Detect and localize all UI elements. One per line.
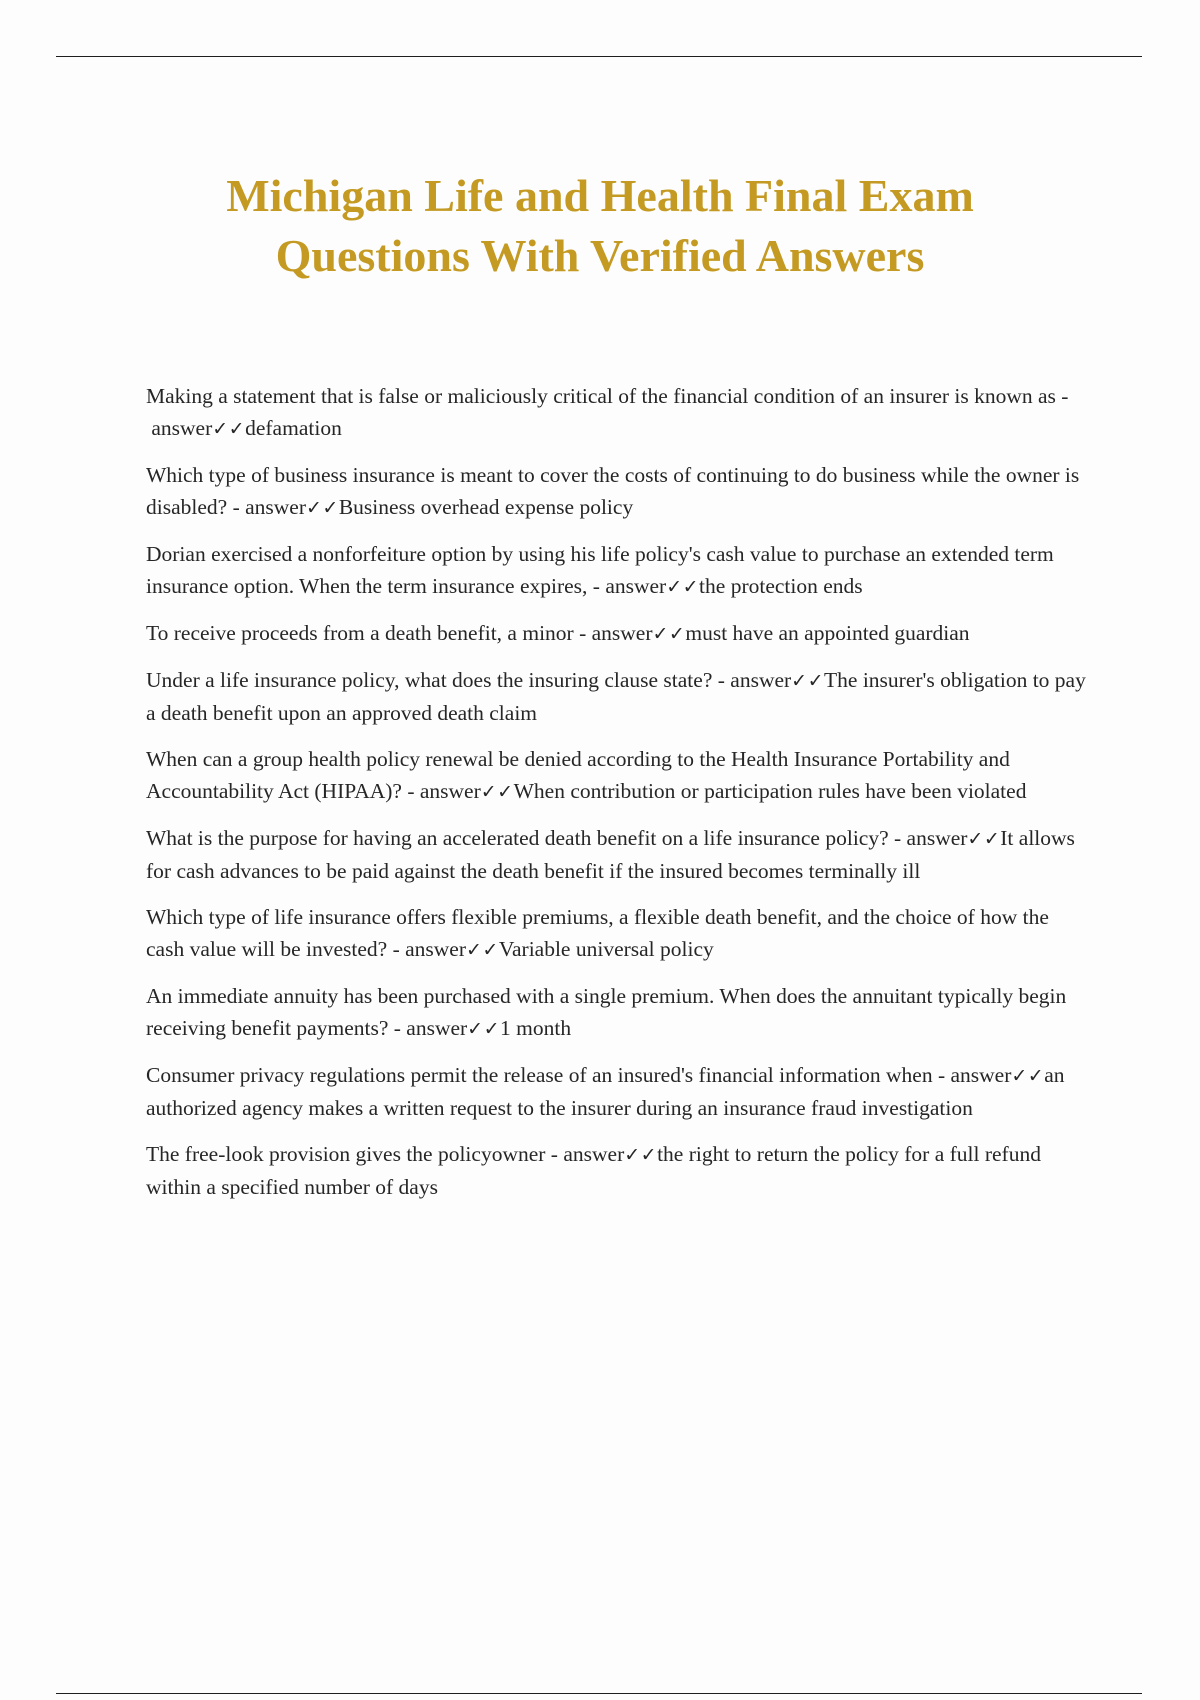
question-text: When can a group health policy renewal be denied according to the Health Insurance Portability and Accountability Act (HIPAA)? - <box>146 747 1010 803</box>
double-check-icon: ✓✓ <box>1011 1065 1045 1087</box>
footer-rule <box>56 1693 1142 1694</box>
header-rule <box>56 56 1142 57</box>
answer-text: 1 month <box>500 1016 572 1040</box>
answer-prefix: answer <box>950 1063 1012 1087</box>
double-check-icon: ✓✓ <box>791 670 825 692</box>
answer-prefix: answer <box>406 1016 468 1040</box>
answer-text: the right to return the policy for a full refund within a specified number of days <box>146 1142 1041 1199</box>
question-text: Which type of life insurance offers flexible premiums, a flexible death benefit, and the choice of how the cash value will be invested? - <box>146 905 1049 961</box>
answer-text: defamation <box>245 416 342 440</box>
double-check-icon: ✓✓ <box>466 939 499 961</box>
qa-item <box>146 380 1090 445</box>
title-line-2: Questions With Verified Answers <box>275 230 925 281</box>
answer-prefix: answer <box>563 1142 625 1166</box>
question-text: Consumer privacy regulations permit the release of an insured's financial information when - <box>146 1063 946 1087</box>
qa-item <box>146 743 1090 808</box>
qa-item <box>146 664 1090 729</box>
question-text: Which type of business insurance is meant to cover the costs of continuing to do business while the owner is disabled? - <box>146 463 1080 519</box>
answer-prefix: answer <box>605 574 667 598</box>
question-text: Under a life insurance policy, what does the insuring clause state? - <box>146 668 725 692</box>
double-check-icon: ✓✓ <box>467 1018 501 1040</box>
double-check-icon: ✓✓ <box>480 781 514 803</box>
answer-text: must have an appointed guardian <box>685 621 970 645</box>
qa-item <box>146 538 1090 603</box>
qa-item <box>146 617 1090 650</box>
question-text: Dorian exercised a nonforfeiture option by using his life policy's cash value to purchase an extended term insurance option. When the term insurance expires, - <box>146 542 1054 598</box>
answer-prefix: answer <box>405 937 466 961</box>
page-title <box>100 166 1100 286</box>
answer-prefix: answer <box>151 416 213 440</box>
title-line-1: Michigan Life and Health Final Exam <box>226 170 974 221</box>
question-text: An immediate annuity has been purchased with a single premium. When does the annuitant typically begin receiving benefit payments? - <box>146 984 1067 1040</box>
answer-text: It allows for cash advances to be paid against the death benefit if the insured becomes terminally ill <box>146 826 1075 883</box>
double-check-icon: ✓✓ <box>624 1144 658 1166</box>
qa-item <box>146 459 1090 524</box>
double-check-icon: ✓✓ <box>666 576 700 598</box>
answer-prefix: answer <box>730 668 792 692</box>
answer-text: an authorized agency makes a written request to the insurer during an insurance fraud investigation <box>146 1063 1065 1120</box>
answer-prefix: answer <box>419 779 481 803</box>
qa-item <box>146 980 1090 1045</box>
double-check-icon: ✓✓ <box>967 828 1001 850</box>
double-check-icon: ✓✓ <box>212 418 246 440</box>
qa-item <box>146 1059 1090 1124</box>
answer-text: the protection ends <box>699 574 863 598</box>
answer-text: Variable universal policy <box>498 937 714 961</box>
answer-prefix: answer <box>591 621 653 645</box>
double-check-icon: ✓✓ <box>652 623 686 645</box>
question-text: What is the purpose for having an accelerated death benefit on a life insurance policy? - <box>146 826 902 850</box>
question-text: The free-look provision gives the policyowner - <box>146 1142 558 1166</box>
answer-prefix: answer <box>906 826 968 850</box>
double-check-icon: ✓✓ <box>306 497 339 519</box>
answer-text: Business overhead expense policy <box>338 495 634 519</box>
answer-prefix: answer <box>245 495 306 519</box>
question-text: To receive proceeds from a death benefit, a minor - <box>146 621 587 645</box>
qa-item <box>146 822 1090 887</box>
question-text: Making a statement that is false or maliciously critical of the financial condition of an insurer is known as - <box>146 384 1069 408</box>
answer-text: The insurer's obligation to pay a death benefit upon an approved death claim <box>146 668 1086 725</box>
qa-item <box>146 901 1090 966</box>
qa-item <box>146 1138 1090 1203</box>
answer-text: When contribution or participation rules have been violated <box>513 779 1027 803</box>
qa-list <box>146 380 1090 1217</box>
